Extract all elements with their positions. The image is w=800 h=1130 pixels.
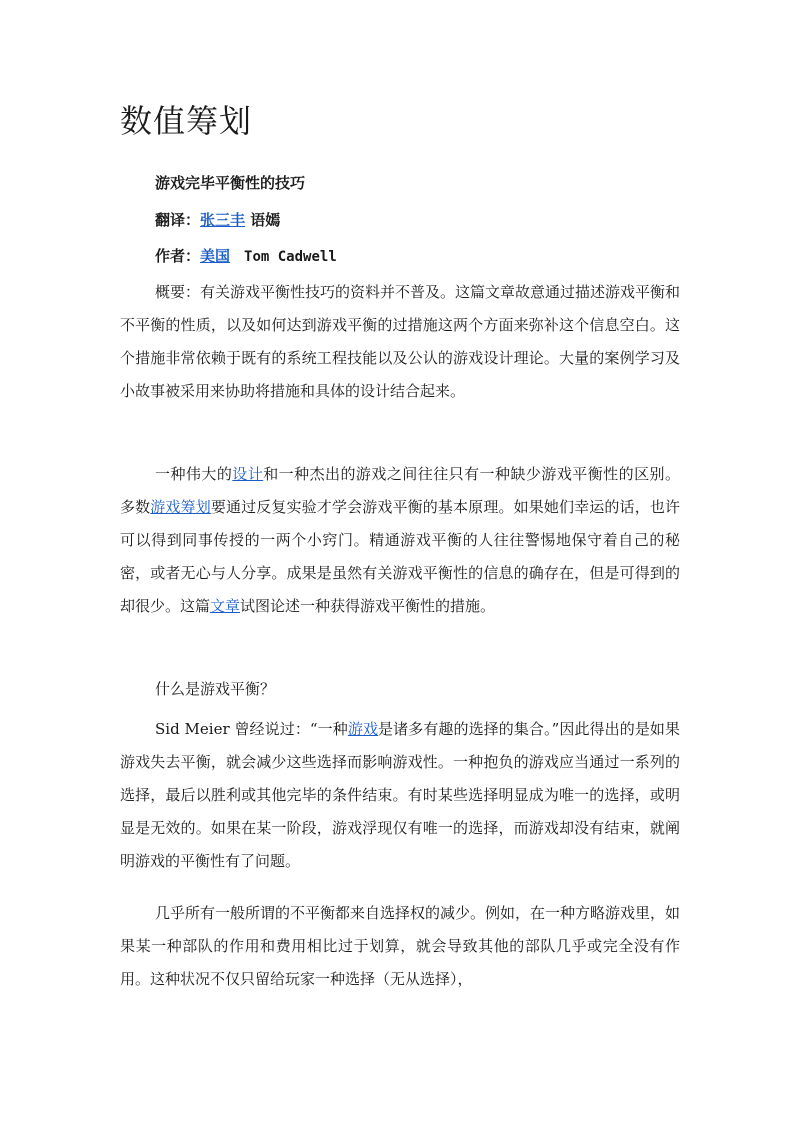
document-title: 数值筹划 xyxy=(120,102,253,140)
sid-meier-text-b: 是诸多有趣的选择的集合。”因此得出的是如果游戏失去平衡，就会减少这些选择而影响游戏性。一种抱负的游戏应当通过一系列的选择，最后以胜利或其他完毕的条件结束。有时某些选择明显成为唯一的选择，或明显是无效的。如果在某一阶段，游戏浮现仅有唯一的选择，而游戏却没有结束，就阐明游戏的平衡性有了问题。 xyxy=(120,720,680,870)
author-line xyxy=(155,245,337,266)
imbalance-paragraph: 几乎所有一般所谓的不平衡都来自选择权的减少。例如，在一种方略游戏里，如果某一种部队的作用和费用相比过于划算，就会导致其他的部队几乎或完全没有作用。这种状况不仅只留给玩家一种选择（无从选择）， xyxy=(120,904,681,988)
author-country-link[interactable]: 美国 xyxy=(200,247,231,265)
sid-meier-text-a: Sid Meier 曾经说过：“一种 xyxy=(155,720,348,738)
translator-link[interactable]: 张三丰 xyxy=(200,211,246,229)
game-link[interactable]: 游戏 xyxy=(347,720,379,738)
intro-text-a: 一种伟大的 xyxy=(155,465,233,483)
intro-text-d: 试图论述一种获得游戏平衡性的措施。 xyxy=(240,597,496,615)
article-link[interactable]: 文章 xyxy=(210,597,241,615)
translator-label: 翻译： xyxy=(155,211,201,229)
game-planning-link[interactable]: 游戏筹划 xyxy=(150,498,211,516)
author-name: Tom Cadwell xyxy=(244,249,337,265)
design-link[interactable]: 设计 xyxy=(232,465,264,483)
author-label: 作者： xyxy=(155,247,201,265)
sid-meier-paragraph xyxy=(120,713,680,878)
intro-paragraph xyxy=(120,458,680,623)
translator-suffix: 语嫣 xyxy=(250,211,281,229)
abstract-paragraph: 概要：有关游戏平衡性技巧的资料并不普及。这篇文章故意通过描述游戏平衡和不平衡的性质，以及如何达到游戏平衡的过措施这两个方面来弥补这个信息空白。这个措施非常依赖于既有的系统工程技能以及公认的游戏设计理论。大量的案例学习及小故事被采用来协助将措施和具体的设计结合起来。 xyxy=(120,283,681,400)
section-heading-what-is-balance: 什么是游戏平衡？ xyxy=(155,680,276,698)
intro-text-c: 要通过反复实验才学会游戏平衡的基本原理。如果她们幸运的话，也许可以得到同事传授的一两个小窍门。精通游戏平衡的人往往警惕地保守着自己的秘密，或者无心与人分享。成果是虽然有关游戏平衡性的信息的确存在，但是可得到的却很少。这篇 xyxy=(120,498,680,615)
intro-text-b: 和一种杰出的游戏之间往往只有一种缺少游戏平衡性的区别。多数 xyxy=(120,465,680,516)
translator-line xyxy=(155,209,280,230)
article-subtitle: 游戏完毕平衡性的技巧 xyxy=(155,174,306,192)
